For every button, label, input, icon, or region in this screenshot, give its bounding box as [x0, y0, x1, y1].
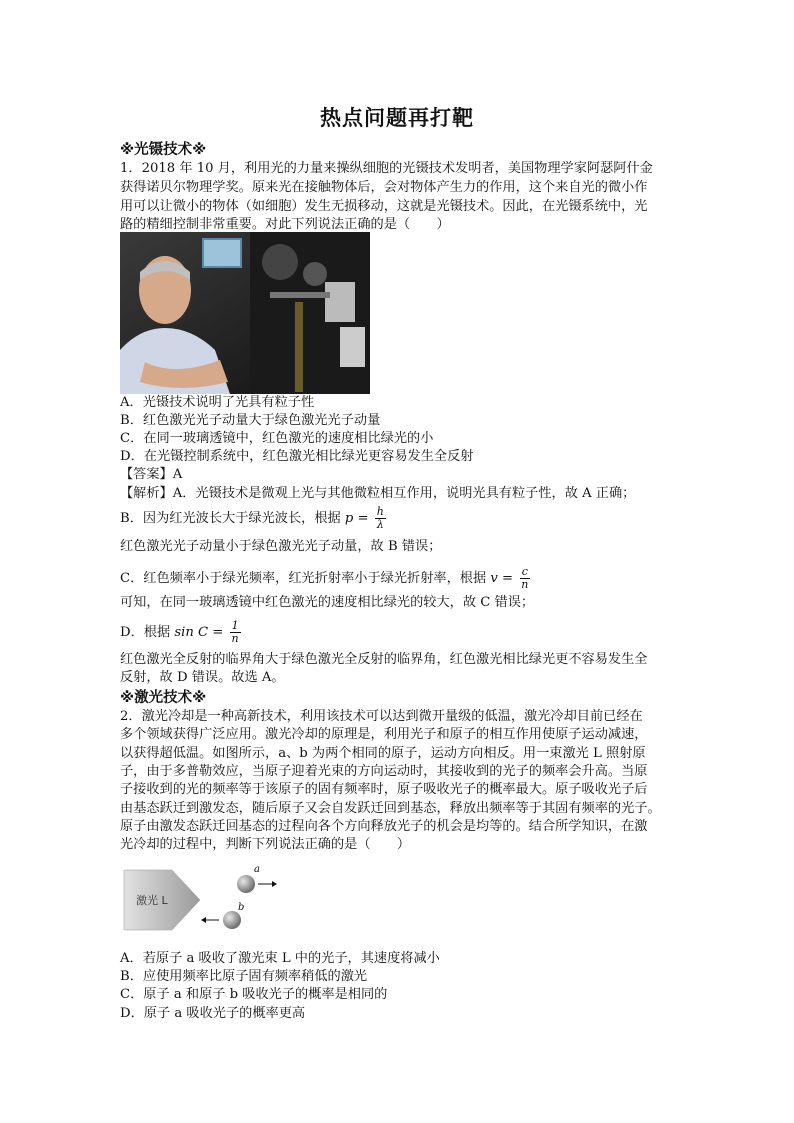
q1-answer: 【答案】A [120, 467, 183, 482]
atom-a-label: a [254, 864, 260, 875]
q2-line: 以获得超低温。如图所示，a、b 为两个相同的原子，运动方向相反。用一束激光 L 照射原 [120, 746, 646, 761]
q1-analysis-c: C．红色频率小于绿光频率，红光折射率小于绿光折射率，根据 v = $\frac{c}{n}$ [120, 565, 529, 591]
q1-line: 路的精细控制非常重要。对此下列说法正确的是（ ） [120, 217, 450, 232]
atom-b-label: b [238, 902, 245, 913]
q1-line: 获得诺贝尔物理学奖。原来光在接触物体后，会对物体产生力的作用，这个来自光的微小作 [120, 180, 648, 195]
laser-cooling-diagram [120, 858, 290, 946]
q1-option-c: C．在同一玻璃透镜中，红色激光的速度相比绿光的小 [120, 431, 434, 446]
q1-analysis-b-conclusion: 红色激光光子动量小于绿色激光光子动量，故 B 错误； [120, 539, 442, 554]
q2-line: 由基态跃迁到激发态，随后原子又会自发跃迁回到基态，释放出频率等于其固有频率的光子。 [120, 801, 661, 816]
q2-line: 子，由于多普勒效应，当原子迎着光束的方向运动时，其接收到的光子的频率会升高。当原 [120, 764, 648, 779]
q2-option-d: D．原子 a 吸收光子的概率更高 [120, 1006, 306, 1021]
q2-option-c: C．原子 a 和原子 b 吸收光子的概率是相同的 [120, 987, 388, 1002]
document-title: 热点问题再打靶 [320, 106, 474, 130]
q2-option-a: A．若原子 a 吸收了激光束 L 中的光子，其速度将减小 [120, 951, 440, 966]
q1-analysis-b: B．因为红光波长大于绿光波长，根据 p = $\frac{h}{\lambda}$ [120, 505, 384, 531]
q1-option-b: B．红色激光光子动量大于绿色激光光子动量 [120, 413, 381, 428]
q1-analysis-c-conclusion: 可知，在同一玻璃透镜中红色激光的速度相比绿光的较大，故 C 错误； [120, 595, 535, 610]
q1-analysis-a: 【解析】A．光镊技术是微观上光与其他微粒相互作用，说明光具有粒子性，故 A 正确； [120, 486, 636, 501]
q1-analysis-d-conclusion: 红色激光全反射的临界角大于绿色激光全反射的临界角，红色激光相比绿光更不容易发生全 [120, 652, 648, 667]
q1-line: 1．2018 年 10 月，利用光的力量来操纵细胞的光镊技术发明者，美国物理学家阿瑟阿什金 [120, 161, 653, 176]
q1-line: 用可以让微小的物体（如细胞）发生无损移动，这就是光镊技术。因此，在光镊系统中，光 [120, 199, 648, 214]
q1-option-a: A．光镊技术说明了光具有粒子性 [120, 395, 315, 410]
atom-b [223, 911, 241, 929]
q1-analysis-d-conclusion: 反射，故 D 错误。故选 A。 [120, 670, 285, 685]
q2-line: 光冷却的过程中，判断下列说法正确的是（ ） [120, 837, 411, 852]
laser-label: 激光 L [136, 894, 168, 907]
q2-option-b: B．应使用频率比原子固有频率稍低的激光 [120, 969, 368, 984]
q2-line: 多个领域获得广泛应用。激光冷却的原理是，利用光子和原子的相互作用使原子运动减速， [120, 727, 648, 742]
formula-fraction: $\frac{h}{\lambda}$ [376, 505, 384, 531]
formula-fraction: $\frac{1}{n}$ [231, 619, 239, 645]
q2-line: 子接收到的光的频率等于该原子的固有频率时，原子吸收光子的概率最大。原子吸收光子后 [120, 782, 648, 797]
q2-line: 2．激光冷却是一种高新技术，利用该技术可以达到微开量级的低温，激光冷却目前已经在 [120, 709, 643, 724]
section-heading-laser: ※激光技术※ [120, 690, 207, 706]
atom-a [237, 875, 255, 893]
q1-analysis-d: D．根据 sin C = $\frac{1}{n}$ [120, 619, 239, 645]
formula-fraction: $\frac{c}{n}$ [521, 565, 529, 591]
scientist-photo [120, 232, 370, 394]
q2-line: 原子由激发态跃迁回基态的过程向各个方向释放光子的机会是均等的。结合所学知识，在激 [120, 819, 648, 834]
q1-option-d: D．在光镊控制系统中，红色激光相比绿光更容易发生全反射 [120, 449, 474, 464]
section-heading-optical-tweezers: ※光镊技术※ [120, 142, 207, 158]
